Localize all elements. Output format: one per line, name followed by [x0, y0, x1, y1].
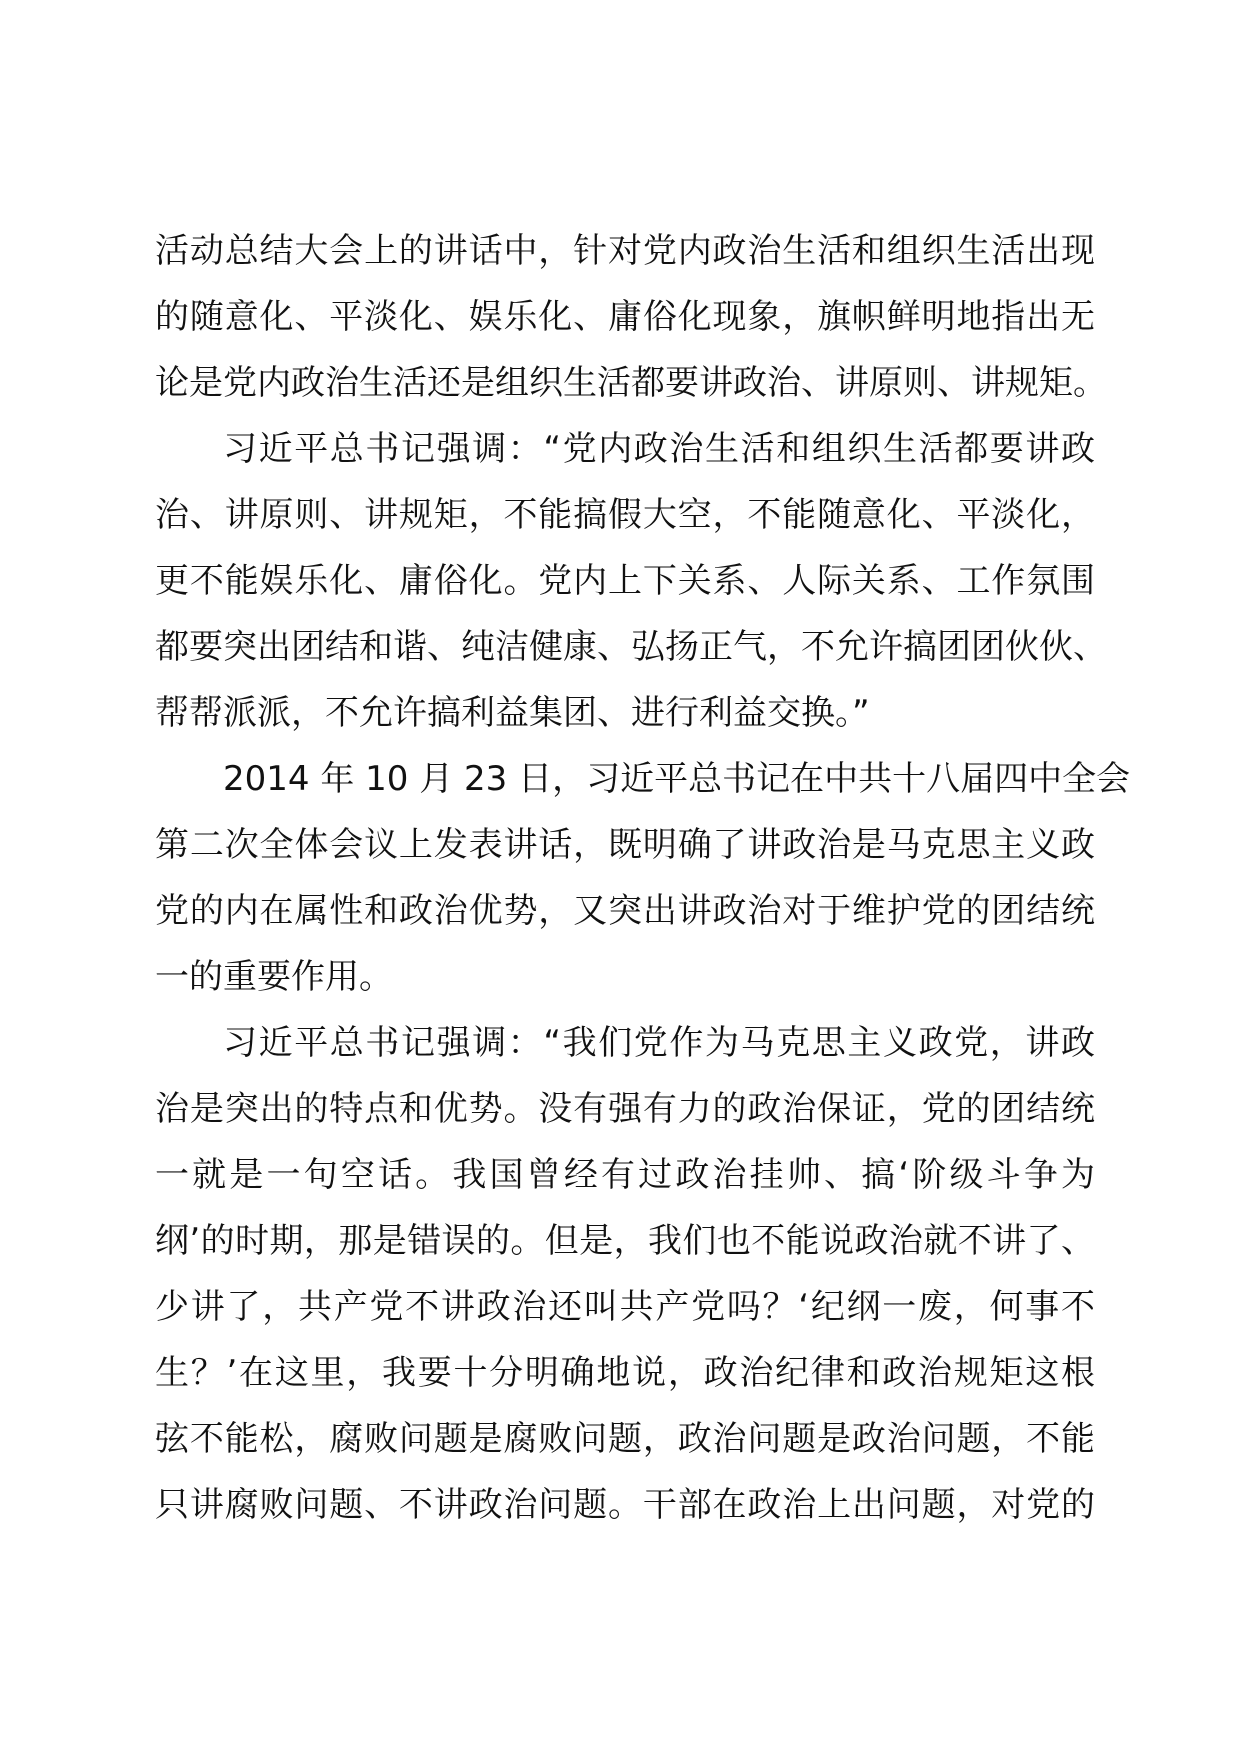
body-text	[155, 218, 1131, 1538]
text-line: 2014 年 10 月 23 日，习近平总书记在中共十八届四中全会	[223, 759, 1131, 799]
text-line: 更不能娱乐化、庸俗化。党内上下关系、人际关系、工作氛围	[155, 561, 1095, 601]
text-line: 论是党内政治生活还是组织生活都要讲政治、讲原则、讲规矩。	[155, 363, 1107, 403]
text-line: 第二次全体会议上发表讲话，既明确了讲政治是马克思主义政	[155, 825, 1095, 865]
text-line: 都要突出团结和谐、纯洁健康、弘扬正气，不允许搞团团伙伙、	[155, 627, 1107, 667]
text-line: 少讲了，共产党不讲政治还叫共产党吗？‘纪纲一废，何事不	[155, 1287, 1095, 1327]
text-line: 习近平总书记强调：“我们党作为马克思主义政党，讲政	[223, 1023, 1095, 1063]
text-line: 治、讲原则、讲规矩，不能搞假大空，不能随意化、平淡化，	[155, 495, 1095, 535]
text-line: 只讲腐败问题、不讲政治问题。干部在政治上出问题，对党的	[155, 1485, 1095, 1525]
text-line: 的随意化、平淡化、娱乐化、庸俗化现象，旗帜鲜明地指出无	[155, 297, 1095, 337]
text-line: 一的重要作用。	[155, 957, 393, 997]
text-line: 治是突出的特点和优势。没有强有力的政治保证，党的团结统	[155, 1089, 1095, 1129]
text-line: 纲’的时期，那是错误的。但是，我们也不能说政治就不讲了、	[155, 1221, 1095, 1261]
text-line: 党的内在属性和政治优势，又突出讲政治对于维护党的团结统	[155, 891, 1095, 931]
text-line: 弦不能松，腐败问题是腐败问题，政治问题是政治问题，不能	[155, 1419, 1095, 1459]
text-line: 习近平总书记强调：“党内政治生活和组织生活都要讲政	[223, 429, 1095, 469]
text-line: 活动总结大会上的讲话中，针对党内政治生活和组织生活出现	[155, 231, 1095, 271]
text-line: 生？’在这里，我要十分明确地说，政治纪律和政治规矩这根	[155, 1353, 1095, 1393]
text-line: 一就是一句空话。我国曾经有过政治挂帅、搞‘阶级斗争为	[155, 1155, 1095, 1195]
text-line: 帮帮派派，不允许搞利益集团、进行利益交换。”	[155, 693, 870, 733]
